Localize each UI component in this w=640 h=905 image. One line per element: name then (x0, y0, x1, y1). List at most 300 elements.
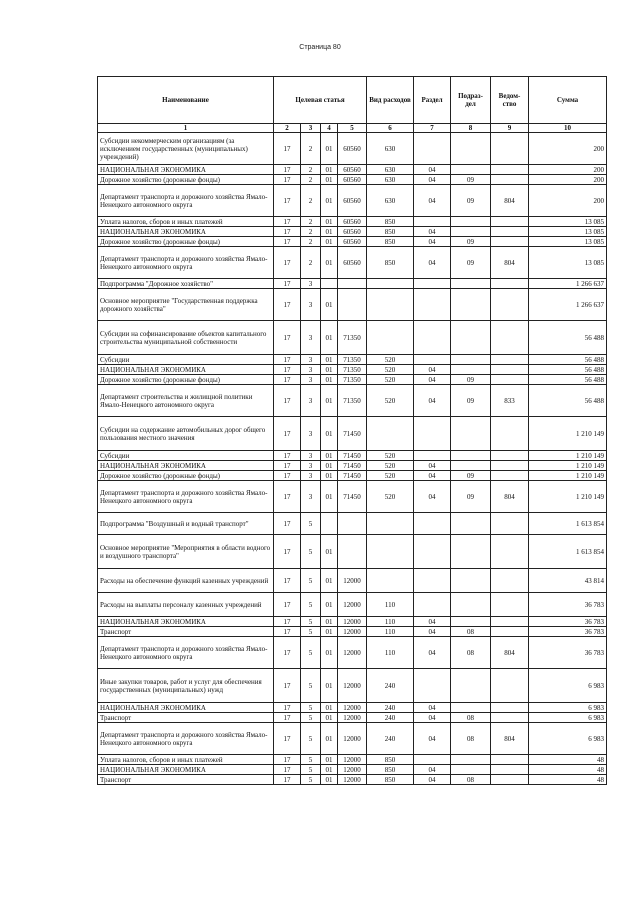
target-code-cell: 01 (321, 451, 338, 461)
target-code-cell: 17 (274, 417, 301, 451)
target-code-cell (338, 279, 367, 289)
expense-type-cell: 240 (367, 703, 414, 713)
subsection-cell (451, 279, 491, 289)
target-code-cell: 01 (321, 321, 338, 355)
target-code-cell: 01 (321, 247, 338, 279)
target-code-cell: 3 (301, 417, 321, 451)
target-code-cell: 2 (301, 227, 321, 237)
target-code-cell: 17 (274, 175, 301, 185)
target-code-cell: 01 (321, 569, 338, 593)
expense-type-cell: 240 (367, 713, 414, 723)
target-code-cell: 5 (301, 713, 321, 723)
row-name-cell: Субсидии на софинансирование объектов капитального строительства муниципальной собственности (98, 321, 274, 355)
department-code-cell: 804 (491, 481, 529, 513)
target-code-cell: 17 (274, 289, 301, 321)
subsection-cell (451, 569, 491, 593)
sum-cell: 200 (529, 185, 607, 217)
target-code-cell: 60560 (338, 247, 367, 279)
row-name-cell: Департамент транспорта и дорожного хозяйства Ямало-Ненецкого автономного округа (98, 637, 274, 669)
department-code-cell (491, 617, 529, 627)
section-cell: 04 (414, 617, 451, 627)
expense-type-cell: 630 (367, 175, 414, 185)
target-code-cell: 01 (321, 755, 338, 765)
department-code-cell (491, 471, 529, 481)
section-cell (414, 569, 451, 593)
department-code-cell (491, 227, 529, 237)
section-cell: 04 (414, 713, 451, 723)
section-cell (414, 535, 451, 569)
target-code-cell: 5 (301, 775, 321, 785)
row-name-cell: Дорожное хозяйство (дорожные фонды) (98, 375, 274, 385)
row-name-cell: Расходы на обеспечение функций казенных учреждений (98, 569, 274, 593)
target-code-cell: 01 (321, 185, 338, 217)
row-name-cell: Департамент транспорта и дорожного хозяйства Ямало-Ненецкого автономного округа (98, 481, 274, 513)
subsection-cell: 08 (451, 627, 491, 637)
expense-type-cell: 520 (367, 461, 414, 471)
department-code-cell: 804 (491, 723, 529, 755)
sum-cell: 56 488 (529, 385, 607, 417)
department-code-cell (491, 755, 529, 765)
section-cell: 04 (414, 637, 451, 669)
department-code-cell (491, 365, 529, 375)
department-code-cell (491, 175, 529, 185)
expense-type-cell: 110 (367, 617, 414, 627)
expense-type-cell: 520 (367, 375, 414, 385)
section-cell: 04 (414, 385, 451, 417)
target-code-cell: 5 (301, 593, 321, 617)
header-section: Раздел (414, 77, 451, 124)
sum-cell: 48 (529, 765, 607, 775)
target-code-cell: 17 (274, 451, 301, 461)
target-code-cell: 17 (274, 617, 301, 627)
target-code-cell: 17 (274, 535, 301, 569)
sum-cell: 1 210 149 (529, 481, 607, 513)
subsection-cell (451, 227, 491, 237)
row-name-cell: Транспорт (98, 713, 274, 723)
target-code-cell: 01 (321, 637, 338, 669)
department-code-cell: 804 (491, 637, 529, 669)
target-code-cell: 12000 (338, 637, 367, 669)
target-code-cell: 3 (301, 279, 321, 289)
subsection-cell (451, 535, 491, 569)
sum-cell: 1 210 149 (529, 417, 607, 451)
target-code-cell: 5 (301, 627, 321, 637)
target-code-cell: 12000 (338, 593, 367, 617)
row-name-cell: Департамент строительства и жилищной политики Ямало-Ненецкого автономного округа (98, 385, 274, 417)
table-row (98, 775, 607, 785)
target-code-cell: 5 (301, 637, 321, 669)
target-code-cell: 17 (274, 669, 301, 703)
sum-cell: 56 488 (529, 365, 607, 375)
column-number: 7 (414, 124, 451, 133)
department-code-cell: 804 (491, 185, 529, 217)
row-name-cell: Департамент транспорта и дорожного хозяйства Ямало-Ненецкого автономного округа (98, 723, 274, 755)
department-code-cell (491, 775, 529, 785)
target-code-cell: 60560 (338, 227, 367, 237)
section-cell: 04 (414, 185, 451, 217)
row-name-cell: Субсидии (98, 451, 274, 461)
subsection-cell: 09 (451, 471, 491, 481)
sum-cell: 56 488 (529, 375, 607, 385)
table-row (98, 535, 607, 569)
department-code-cell (491, 627, 529, 637)
row-name-cell: Подпрограмма "Дорожное хозяйство" (98, 279, 274, 289)
target-code-cell: 17 (274, 775, 301, 785)
row-name-cell: Подпрограмма "Воздушный и водный транспорт" (98, 513, 274, 535)
expense-type-cell: 850 (367, 217, 414, 227)
section-cell: 04 (414, 703, 451, 713)
expense-type-cell: 850 (367, 755, 414, 765)
expense-type-cell: 520 (367, 471, 414, 481)
target-code-cell: 3 (301, 461, 321, 471)
section-cell (414, 289, 451, 321)
target-code-cell: 71350 (338, 321, 367, 355)
department-code-cell: 833 (491, 385, 529, 417)
target-code-cell: 12000 (338, 569, 367, 593)
table-row (98, 133, 607, 165)
target-code-cell: 01 (321, 175, 338, 185)
target-code-cell: 3 (301, 375, 321, 385)
subsection-cell: 09 (451, 237, 491, 247)
row-name-cell: НАЦИОНАЛЬНАЯ ЭКОНОМИКА (98, 703, 274, 713)
target-code-cell: 3 (301, 289, 321, 321)
target-code-cell: 01 (321, 669, 338, 703)
target-code-cell: 17 (274, 703, 301, 713)
target-code-cell: 01 (321, 237, 338, 247)
expense-type-cell (367, 513, 414, 535)
row-name-cell: Департамент транспорта и дорожного хозяйства Ямало-Ненецкого автономного округа (98, 185, 274, 217)
target-code-cell: 12000 (338, 627, 367, 637)
target-code-cell: 5 (301, 755, 321, 765)
target-code-cell: 12000 (338, 617, 367, 627)
target-code-cell: 01 (321, 703, 338, 713)
sum-cell: 1 613 854 (529, 513, 607, 535)
table-row (98, 165, 607, 175)
target-code-cell: 01 (321, 385, 338, 417)
table-row (98, 703, 607, 713)
target-code-cell: 12000 (338, 713, 367, 723)
expense-type-cell: 520 (367, 355, 414, 365)
expense-type-cell: 850 (367, 247, 414, 279)
section-cell: 04 (414, 365, 451, 375)
target-code-cell: 71450 (338, 471, 367, 481)
expense-type-cell: 110 (367, 593, 414, 617)
sum-cell: 43 814 (529, 569, 607, 593)
row-name-cell: НАЦИОНАЛЬНАЯ ЭКОНОМИКА (98, 461, 274, 471)
row-name-cell: Дорожное хозяйство (дорожные фонды) (98, 237, 274, 247)
subsection-cell: 09 (451, 375, 491, 385)
header-target-article: Целевая статья (274, 77, 367, 124)
target-code-cell: 01 (321, 355, 338, 365)
sum-cell: 36 783 (529, 637, 607, 669)
expense-type-cell: 630 (367, 133, 414, 165)
target-code-cell: 12000 (338, 755, 367, 765)
sum-cell: 1 210 149 (529, 451, 607, 461)
sum-cell: 6 983 (529, 713, 607, 723)
row-name-cell: Основное мероприятие "Государственная поддержка дорожного хозяйства" (98, 289, 274, 321)
section-cell (414, 755, 451, 765)
expense-type-cell (367, 569, 414, 593)
expense-type-cell: 850 (367, 237, 414, 247)
sum-cell: 48 (529, 755, 607, 765)
column-number: 10 (529, 124, 607, 133)
target-code-cell (321, 279, 338, 289)
row-name-cell: Дорожное хозяйство (дорожные фонды) (98, 175, 274, 185)
sum-cell: 1 266 637 (529, 289, 607, 321)
target-code-cell: 2 (301, 237, 321, 247)
target-code-cell: 17 (274, 133, 301, 165)
subsection-cell (451, 755, 491, 765)
row-name-cell: Основное мероприятие "Мероприятия в области водного и воздушного транспорта" (98, 535, 274, 569)
row-name-cell: Уплата налогов, сборов и иных платежей (98, 217, 274, 227)
target-code-cell: 2 (301, 133, 321, 165)
table-row (98, 713, 607, 723)
target-code-cell: 2 (301, 165, 321, 175)
table-row (98, 279, 607, 289)
table-row (98, 355, 607, 365)
subsection-cell: 08 (451, 637, 491, 669)
target-code-cell: 01 (321, 713, 338, 723)
sum-cell: 200 (529, 175, 607, 185)
subsection-cell: 09 (451, 247, 491, 279)
row-name-cell: НАЦИОНАЛЬНАЯ ЭКОНОМИКА (98, 165, 274, 175)
target-code-cell: 01 (321, 617, 338, 627)
section-cell (414, 133, 451, 165)
department-code-cell (491, 375, 529, 385)
target-code-cell: 5 (301, 669, 321, 703)
section-cell: 04 (414, 237, 451, 247)
row-name-cell: НАЦИОНАЛЬНАЯ ЭКОНОМИКА (98, 765, 274, 775)
page-label: Страница 80 (299, 44, 341, 51)
row-name-cell: Иные закупки товаров, работ и услуг для обеспечения государственных (муниципальных) нужд (98, 669, 274, 703)
column-number: 4 (321, 124, 338, 133)
subsection-cell: 08 (451, 723, 491, 755)
target-code-cell: 01 (321, 775, 338, 785)
subsection-cell (451, 217, 491, 227)
target-code-cell: 3 (301, 481, 321, 513)
subsection-cell (451, 165, 491, 175)
target-code-cell: 17 (274, 723, 301, 755)
header-row (98, 77, 607, 124)
table-row (98, 765, 607, 775)
expense-type-cell: 110 (367, 627, 414, 637)
department-code-cell (491, 355, 529, 365)
row-name-cell: Уплата налогов, сборов и иных платежей (98, 755, 274, 765)
expense-type-cell: 520 (367, 385, 414, 417)
target-code-cell: 60560 (338, 175, 367, 185)
sum-cell: 1 210 149 (529, 471, 607, 481)
table-body (98, 133, 607, 785)
target-code-cell: 12000 (338, 669, 367, 703)
target-code-cell: 01 (321, 133, 338, 165)
table-row (98, 627, 607, 637)
column-number: 3 (301, 124, 321, 133)
target-code-cell: 17 (274, 217, 301, 227)
table-row (98, 247, 607, 279)
section-cell (414, 279, 451, 289)
table-row (98, 593, 607, 617)
subsection-cell (451, 513, 491, 535)
table-row (98, 375, 607, 385)
target-code-cell: 71350 (338, 385, 367, 417)
target-code-cell: 01 (321, 227, 338, 237)
target-code-cell: 01 (321, 417, 338, 451)
target-code-cell: 71450 (338, 481, 367, 513)
target-code-cell: 3 (301, 451, 321, 461)
subsection-cell (451, 355, 491, 365)
section-cell (414, 417, 451, 451)
column-number: 8 (451, 124, 491, 133)
target-code-cell: 17 (274, 279, 301, 289)
department-code-cell (491, 237, 529, 247)
target-code-cell: 17 (274, 355, 301, 365)
target-code-cell: 01 (321, 535, 338, 569)
expense-type-cell: 850 (367, 765, 414, 775)
row-name-cell: Транспорт (98, 775, 274, 785)
department-code-cell (491, 513, 529, 535)
table-row (98, 569, 607, 593)
sum-cell: 56 488 (529, 321, 607, 355)
expense-type-cell: 520 (367, 451, 414, 461)
table-row (98, 237, 607, 247)
section-cell: 04 (414, 375, 451, 385)
target-code-cell: 01 (321, 593, 338, 617)
expense-type-cell (367, 279, 414, 289)
target-code-cell: 60560 (338, 165, 367, 175)
table-row (98, 669, 607, 703)
department-code-cell (491, 669, 529, 703)
subsection-cell (451, 617, 491, 627)
target-code-cell: 17 (274, 247, 301, 279)
table-row (98, 617, 607, 627)
table-row (98, 217, 607, 227)
table-row (98, 289, 607, 321)
expense-type-cell (367, 417, 414, 451)
target-code-cell: 01 (321, 461, 338, 471)
section-cell (414, 593, 451, 617)
target-code-cell: 5 (301, 569, 321, 593)
department-code-cell (491, 451, 529, 461)
section-cell: 04 (414, 775, 451, 785)
subsection-cell (451, 669, 491, 703)
target-code-cell: 17 (274, 481, 301, 513)
target-code-cell: 71450 (338, 417, 367, 451)
table-row (98, 365, 607, 375)
target-code-cell: 12000 (338, 703, 367, 713)
target-code-cell: 5 (301, 723, 321, 755)
department-code-cell (491, 461, 529, 471)
section-cell: 04 (414, 227, 451, 237)
header-sum: Сумма (529, 77, 607, 124)
department-code-cell (491, 569, 529, 593)
subsection-cell: 09 (451, 481, 491, 513)
target-code-cell: 3 (301, 471, 321, 481)
expense-type-cell: 520 (367, 365, 414, 375)
subsection-cell (451, 133, 491, 165)
row-name-cell: Дорожное хозяйство (дорожные фонды) (98, 471, 274, 481)
target-code-cell: 17 (274, 637, 301, 669)
subsection-cell (451, 321, 491, 355)
target-code-cell: 17 (274, 471, 301, 481)
target-code-cell: 71450 (338, 451, 367, 461)
expense-type-cell: 630 (367, 185, 414, 217)
target-code-cell: 01 (321, 365, 338, 375)
target-code-cell: 5 (301, 617, 321, 627)
target-code-cell: 17 (274, 165, 301, 175)
row-name-cell: Расходы на выплаты персоналу казенных учреждений (98, 593, 274, 617)
target-code-cell: 5 (301, 535, 321, 569)
target-code-cell: 5 (301, 513, 321, 535)
target-code-cell: 01 (321, 765, 338, 775)
target-code-cell: 17 (274, 185, 301, 217)
table-row (98, 321, 607, 355)
row-name-cell: Транспорт (98, 627, 274, 637)
sum-cell: 1 613 854 (529, 535, 607, 569)
department-code-cell (491, 535, 529, 569)
target-code-cell (321, 513, 338, 535)
column-number: 5 (338, 124, 367, 133)
target-code-cell: 17 (274, 593, 301, 617)
table-row (98, 185, 607, 217)
section-cell: 04 (414, 481, 451, 513)
target-code-cell: 17 (274, 227, 301, 237)
header-subsection: Подраз-дел (451, 77, 491, 124)
target-code-cell: 17 (274, 765, 301, 775)
subsection-cell: 08 (451, 775, 491, 785)
column-number: 9 (491, 124, 529, 133)
subsection-cell: 09 (451, 175, 491, 185)
row-name-cell: Субсидии на содержание автомобильных дорог общего пользования местного значения (98, 417, 274, 451)
target-code-cell: 17 (274, 755, 301, 765)
row-name-cell: Субсидии некоммерческим организациям (за исключением государственных (муниципальных) учреждений) (98, 133, 274, 165)
subsection-cell: 09 (451, 185, 491, 217)
sum-cell: 56 488 (529, 355, 607, 365)
table-row (98, 385, 607, 417)
department-code-cell (491, 289, 529, 321)
target-code-cell: 12000 (338, 723, 367, 755)
sum-cell: 200 (529, 133, 607, 165)
expense-type-cell: 240 (367, 723, 414, 755)
target-code-cell: 17 (274, 461, 301, 471)
column-number: 2 (274, 124, 301, 133)
sum-cell: 1 210 149 (529, 461, 607, 471)
target-code-cell: 01 (321, 165, 338, 175)
target-code-cell: 17 (274, 321, 301, 355)
target-code-cell: 17 (274, 375, 301, 385)
section-cell: 04 (414, 627, 451, 637)
table-row (98, 175, 607, 185)
table-row (98, 723, 607, 755)
department-code-cell (491, 713, 529, 723)
target-code-cell: 71350 (338, 365, 367, 375)
subsection-cell (451, 703, 491, 713)
column-number: 6 (367, 124, 414, 133)
target-code-cell: 17 (274, 513, 301, 535)
sum-cell: 6 983 (529, 723, 607, 755)
department-code-cell (491, 703, 529, 713)
department-code-cell (491, 321, 529, 355)
section-cell (414, 355, 451, 365)
sum-cell: 1 266 637 (529, 279, 607, 289)
column-number: 1 (98, 124, 274, 133)
subsection-cell: 08 (451, 713, 491, 723)
target-code-cell: 17 (274, 627, 301, 637)
row-name-cell: НАЦИОНАЛЬНАЯ ЭКОНОМИКА (98, 365, 274, 375)
target-code-cell: 2 (301, 185, 321, 217)
target-code-cell: 60560 (338, 185, 367, 217)
section-cell (414, 321, 451, 355)
target-code-cell: 12000 (338, 765, 367, 775)
